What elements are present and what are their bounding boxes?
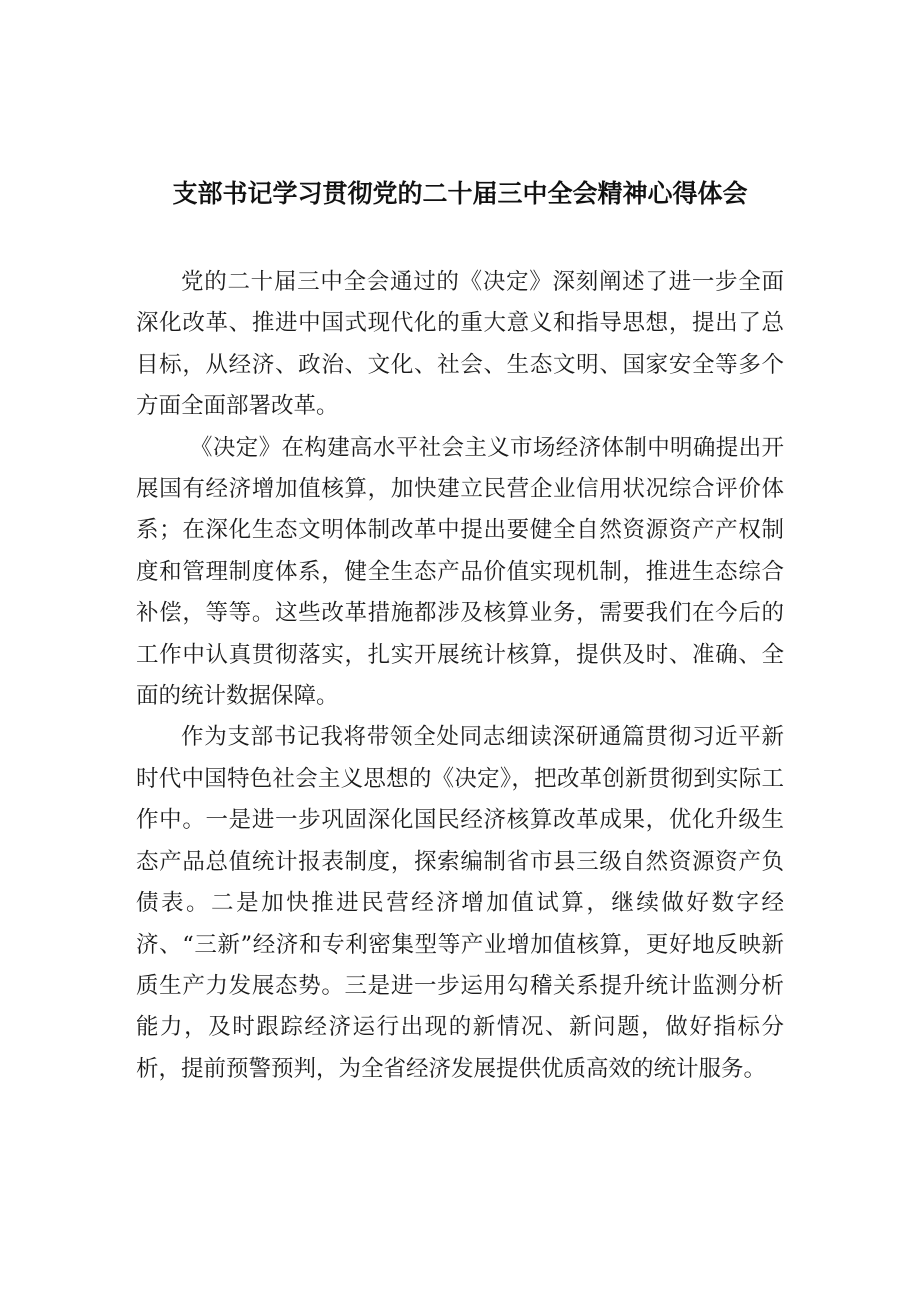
document-body (136, 262, 784, 1090)
paragraph-2: 《决定》在构建高水平社会主义市场经济体制中明确提出开展国有经济增加值核算，加快建立民营企业信用状况综合评价体系；在深化生态文明体制改革中提出要健全自然资源资产产权制度和管理制度体系，健全生态产品价值实现机制，推进生态综合补偿，等等。这些改革措施都涉及核算业务，需要我们在今后的工作中认真贯彻落实，扎实开展统计核算，提供及时、准确、全面的统计数据保障。 (136, 434, 784, 710)
paragraph-1: 党的二十届三中全会通过的《决定》深刻阐述了进一步全面深化改革、推进中国式现代化的重大意义和指导思想，提出了总目标，从经济、政治、文化、社会、生态文明、国家安全等多个方面全面部署改革。 (136, 269, 784, 420)
document-title: 支部书记学习贯彻党的二十届三中全会精神心得体会 (172, 179, 748, 208)
paragraph-3: 作为支部书记我将带领全处同志细读深研通篇贯彻习近平新时代中国特色社会主义思想的《决定》，把改革创新贯彻到实际工作中。一是进一步巩固深化国民经济核算改革成果，优化升级生态产品总值统计报表制度，探索编制省市县三级自然资源资产负债表。二是加快推进民营经济增加值试算，继续做好数字经济、“三新”经济和专利密集型等产业增加值核算，更好地反映新质生产力发展态势。三是进一步运用勾稽关系提升统计监测分析能力，及时跟踪经济运行出现的新情况、新问题，做好指标分析，提前预警预判，为全省经济发展提供优质高效的统计服务。 (136, 724, 784, 1082)
